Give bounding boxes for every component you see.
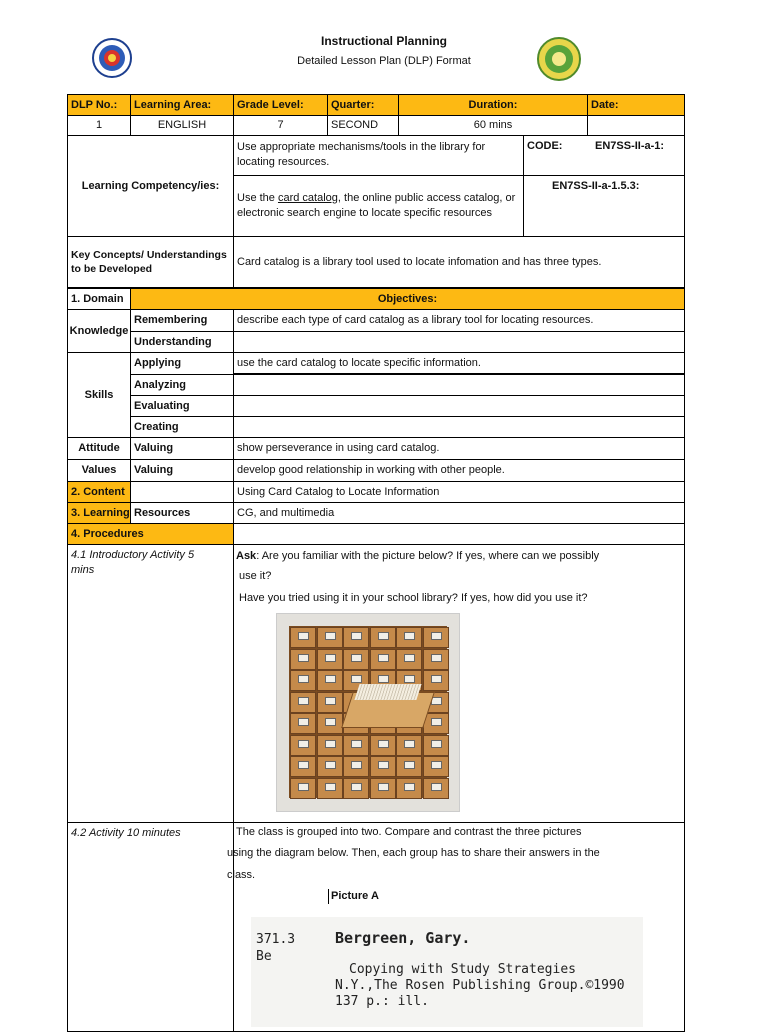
drawer: [423, 735, 449, 756]
level-understanding: Understanding: [130, 331, 234, 353]
drawer: [290, 778, 316, 799]
intro-activity-label: 4.1 Introductory Activity 5 mins: [67, 544, 234, 823]
open-drawer: [347, 684, 429, 728]
learning-resources-text: CG, and multimedia: [233, 502, 685, 524]
code-label: CODE:: [527, 140, 563, 152]
card-call-number: 371.3: [256, 932, 296, 947]
procedures-spacer: [233, 523, 685, 545]
drawer-label: [404, 761, 415, 769]
drawer: [370, 735, 396, 756]
drawer-label: [351, 632, 362, 640]
drawer-label: [404, 675, 415, 683]
dlp-no-value: 1: [67, 115, 131, 136]
objective-applying: use the card catalog to locate specific information.: [233, 352, 685, 375]
drawer: [370, 627, 396, 648]
competency-text-1: Use appropriate mechanisms/tools in the library for locating resources.: [233, 135, 524, 176]
level-evaluating: Evaluating: [130, 395, 234, 417]
procedures-label: 4. Procedures: [67, 523, 234, 545]
intro-activity-content: [233, 544, 685, 823]
learning-competency-label: Learning Competency/ies:: [67, 135, 234, 237]
objective-analyzing: [233, 374, 685, 396]
card-catalog-drawers-photo: [276, 613, 460, 812]
drawer: [317, 756, 343, 777]
drawer: [423, 627, 449, 648]
drawer: [290, 649, 316, 670]
key-concepts-text: Card catalog is a library tool used to locate infomation and has three types.: [233, 236, 685, 288]
knowledge-label: Knowledge: [67, 309, 131, 353]
quarter-value: SECOND: [327, 115, 399, 136]
duration-header: Duration:: [398, 94, 588, 116]
learning-area-header: Learning Area:: [130, 94, 234, 116]
drawer-label: [298, 718, 309, 726]
drawer: [343, 649, 369, 670]
drawer-label: [378, 761, 389, 769]
drawer-label: [378, 740, 389, 748]
drawer-label: [351, 675, 362, 683]
drawer-label: [325, 675, 336, 683]
objective-understanding: [233, 331, 685, 353]
drawer: [317, 713, 343, 734]
drawer-label: [431, 632, 442, 640]
level-valuing-values: Valuing: [130, 459, 234, 482]
drawer-label: [325, 654, 336, 662]
drawer-label: [298, 632, 309, 640]
drawer-label: [431, 654, 442, 662]
drawer-label: [325, 740, 336, 748]
drawer: [396, 778, 422, 799]
drawer: [423, 778, 449, 799]
domain-label: 1. Domain: [67, 288, 131, 310]
objectives-label: Objectives:: [130, 288, 685, 310]
school-seal-icon: [537, 37, 581, 81]
drawer: [290, 756, 316, 777]
drawer: [317, 778, 343, 799]
activity-label: 4.2 Activity 10 minutes: [67, 822, 234, 1032]
objective-creating: [233, 416, 685, 438]
objective-evaluating: [233, 395, 685, 417]
drawer: [396, 649, 422, 670]
drawer: [370, 756, 396, 777]
card-author: Bergreen, Gary.: [335, 929, 471, 947]
grade-level-header: Grade Level:: [233, 94, 328, 116]
drawer: [290, 713, 316, 734]
drawer: [290, 627, 316, 648]
drawer-label: [351, 783, 362, 791]
activity-content: [227, 822, 685, 1032]
drawer-label: [325, 697, 336, 705]
drawer: [396, 627, 422, 648]
drawer-label: [431, 740, 442, 748]
drawer-label: [351, 740, 362, 748]
drawer: [343, 735, 369, 756]
drawer-label: [298, 697, 309, 705]
drawer: [317, 692, 343, 713]
code-value-2: EN7SS-II-a-1.5.3:: [523, 175, 685, 237]
drawer-label: [298, 675, 309, 683]
key-concepts-label: Key Concepts/ Understandings to be Developed: [67, 236, 234, 288]
code-value-1: EN7SS-II-a-1:: [595, 140, 665, 152]
grade-level-value: 7: [233, 115, 328, 136]
drawer-label: [431, 783, 442, 791]
date-header: Date:: [587, 94, 685, 116]
level-valuing-attitude: Valuing: [130, 437, 234, 460]
drawer-label: [325, 783, 336, 791]
content-spacer: [130, 481, 234, 503]
picture-a-label: Picture A: [328, 889, 379, 904]
drawer-label: [325, 718, 336, 726]
activity-line-3: class.: [227, 869, 256, 881]
activity-line-1: The class is grouped into two. Compare and contrast the three pictures: [236, 826, 582, 838]
drawer: [290, 692, 316, 713]
drawer: [343, 778, 369, 799]
content-text: Using Card Catalog to Locate Information: [233, 481, 685, 503]
ask-line-2: use it?: [239, 570, 272, 582]
drawer: [343, 627, 369, 648]
learning-area-value: ENGLISH: [130, 115, 234, 136]
drawer-label: [351, 761, 362, 769]
level-creating: Creating: [130, 416, 234, 438]
code-cell: [523, 135, 685, 176]
drawer: [290, 670, 316, 691]
quarter-header: Quarter:: [327, 94, 399, 116]
drawer-label: [378, 675, 389, 683]
drawer: [396, 735, 422, 756]
catalog-card-image: [251, 917, 643, 1027]
page-title: Instructional Planning: [320, 34, 447, 48]
ask-line-1: Ask: Are you familiar with the picture below? If yes, where can we possibly: [236, 550, 600, 562]
drawer: [317, 670, 343, 691]
objective-valuing-values: develop good relationship in working with other people.: [233, 459, 685, 482]
drawer: [423, 649, 449, 670]
attitude-label: Attitude: [67, 437, 131, 460]
dlp-no-header: DLP No.:: [67, 94, 131, 116]
drawer-label: [351, 654, 362, 662]
drawer-label: [378, 654, 389, 662]
drawer: [317, 649, 343, 670]
drawer: [290, 735, 316, 756]
card-title: Copying with Study Strategies: [349, 962, 576, 977]
card-catalog-link: card catalog: [277, 192, 338, 204]
drawer: [370, 778, 396, 799]
drawer-label: [325, 632, 336, 640]
drawer-label: [404, 783, 415, 791]
drawer-label: [325, 761, 336, 769]
activity-line-2: using the diagram below. Then, each group has to share their answers in the: [227, 847, 600, 859]
level-analyzing: Analyzing: [130, 374, 234, 396]
drawer: [317, 627, 343, 648]
learning-resources-label: 3. Learning: [67, 502, 131, 524]
drawer: [423, 756, 449, 777]
drawer: [396, 756, 422, 777]
skills-label: Skills: [67, 352, 131, 438]
drawer: [343, 756, 369, 777]
objective-valuing-attitude: show perseverance in using card catalog.: [233, 437, 685, 460]
competency-text-2: Use the card catalog, the online public access catalog, or electronic search engine to locate specific resources: [233, 175, 524, 237]
drawer-label: [431, 761, 442, 769]
drawer-label: [404, 654, 415, 662]
card-call-letters: Be: [256, 949, 272, 964]
date-value: [587, 115, 685, 136]
drawer-label: [298, 783, 309, 791]
drawer-label: [378, 632, 389, 640]
drawer-label: [431, 675, 442, 683]
card-publisher: N.Y.,The Rosen Publishing Group.©1990: [335, 978, 625, 993]
drawer-label: [298, 654, 309, 662]
drawer-label: [404, 632, 415, 640]
drawer-label: [431, 718, 442, 726]
drawer-label: [298, 740, 309, 748]
drawer: [317, 735, 343, 756]
page-subtitle: Detailed Lesson Plan (DLP) Format: [297, 55, 471, 67]
drawer-label: [404, 740, 415, 748]
duration-value: 60 mins: [398, 115, 588, 136]
level-applying: Applying: [130, 352, 234, 375]
learning-resources-label-b: Resources: [130, 502, 234, 524]
drawer-label: [298, 761, 309, 769]
level-remembering: Remembering: [130, 309, 234, 332]
drawer: [370, 649, 396, 670]
ask-line-3: Have you tried using it in your school library? If yes, how did you use it?: [239, 592, 588, 604]
drawer-label: [378, 783, 389, 791]
card-pages: 137 p.: ill.: [335, 994, 429, 1009]
values-label: Values: [67, 459, 131, 482]
objective-remembering: describe each type of card catalog as a library tool for locating resources.: [233, 309, 685, 332]
content-label: 2. Content: [67, 481, 131, 503]
